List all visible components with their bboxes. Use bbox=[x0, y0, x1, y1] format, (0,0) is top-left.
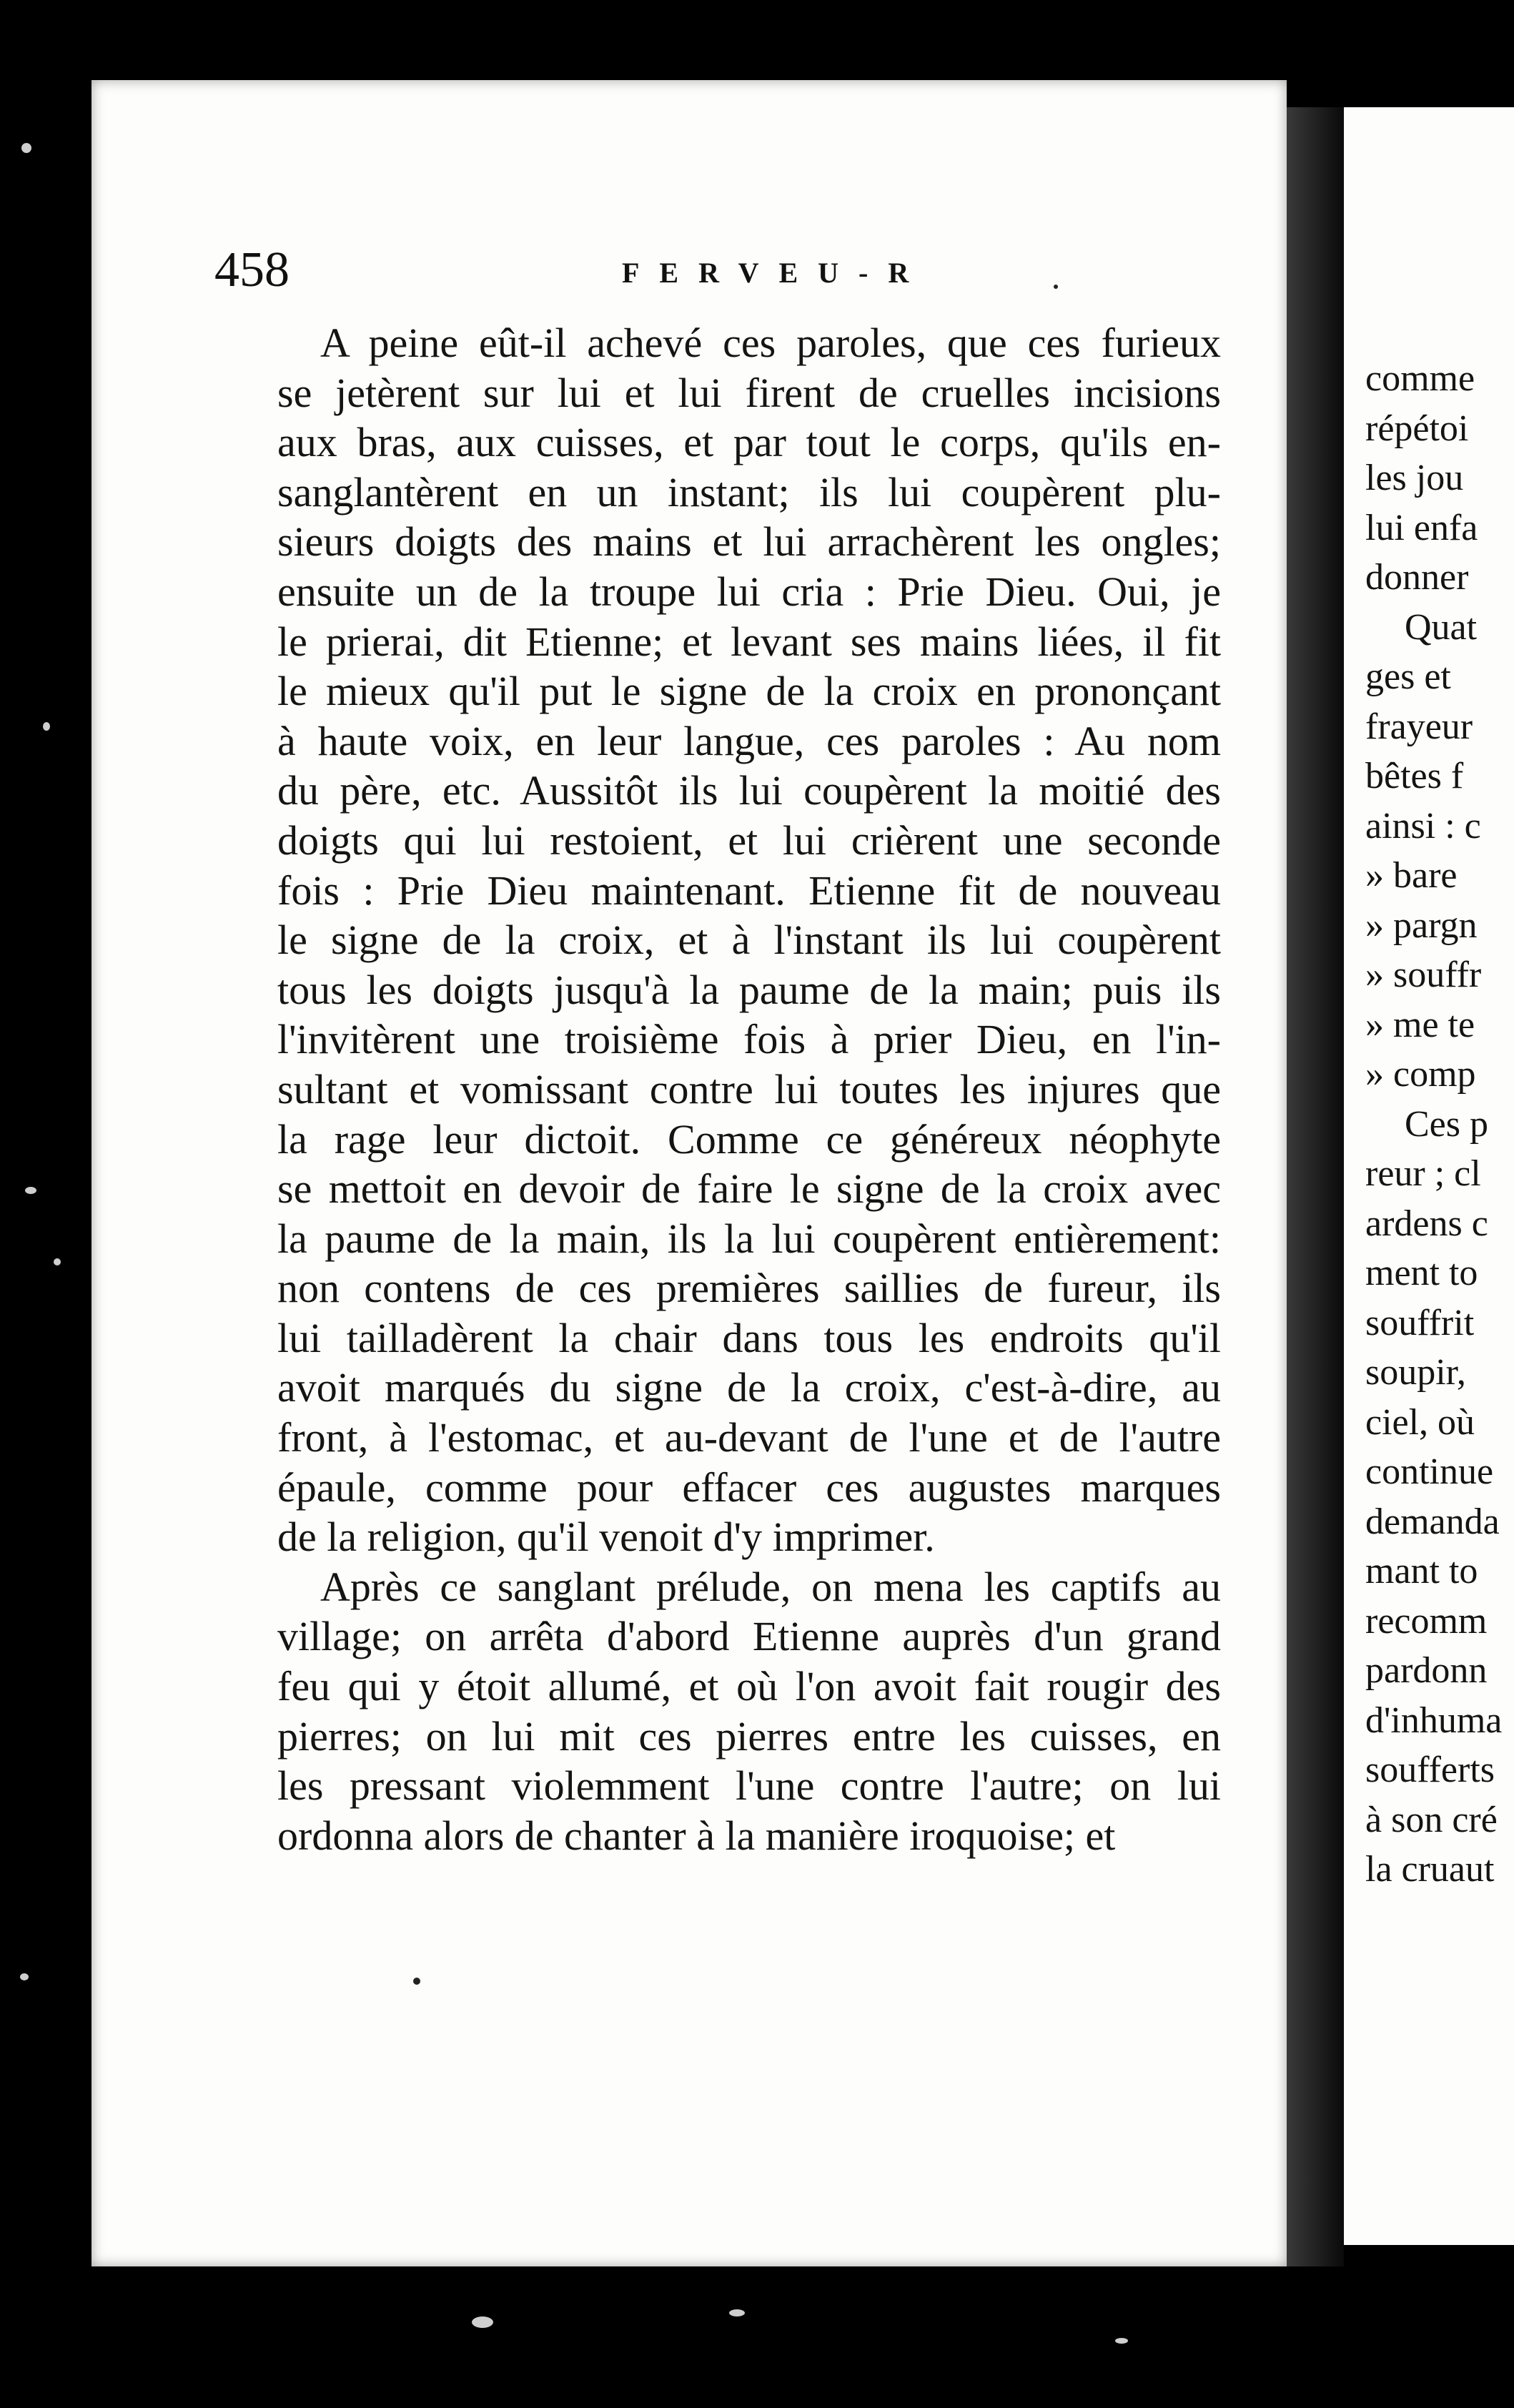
text-line: Quat bbox=[1405, 606, 1478, 648]
book-gutter bbox=[1287, 107, 1344, 2266]
text-line: la paume de la main, ils la lui coupèrent entièrement: bbox=[277, 1215, 1221, 1262]
page-number: 458 bbox=[214, 242, 290, 297]
text-line: du père, etc. Aussitôt ils lui coupèrent la moitié des bbox=[277, 767, 1221, 814]
page-body-text bbox=[277, 318, 1221, 1860]
text-line: doigts qui lui restoient, et lui crièrent une seconde bbox=[277, 816, 1221, 864]
text-line: la rage leur dictoit. Comme ce généreux néophyte bbox=[277, 1115, 1221, 1163]
text-line: » me te bbox=[1365, 1004, 1475, 1045]
text-line: se jetèrent sur lui et lui firent de cruelles incisions bbox=[277, 369, 1221, 416]
scan-speck bbox=[25, 1187, 36, 1194]
text-line: frayeur bbox=[1365, 706, 1473, 747]
text-line: ciel, où bbox=[1365, 1401, 1475, 1443]
text-line: aux bras, aux cuisses, et par tout le corps, qu'ils en- bbox=[277, 419, 1221, 466]
text-line: les pressant violemment l'une contre l'autre; on lui bbox=[277, 1762, 1221, 1810]
scan-speck bbox=[43, 722, 50, 731]
text-line: la cruaut bbox=[1365, 1849, 1495, 1890]
text-line: ardens c bbox=[1365, 1203, 1488, 1244]
text-line: demanda bbox=[1365, 1501, 1500, 1542]
text-line: Ces p bbox=[1405, 1103, 1488, 1145]
text-line: sieurs doigts des mains et lui arrachèrent les ongles; bbox=[277, 518, 1221, 566]
text-line: à haute voix, en leur langue, ces paroles : Au nom bbox=[277, 717, 1221, 764]
text-line: sultant et vomissant contre lui toutes les injures que bbox=[277, 1065, 1221, 1112]
text-line: ment to bbox=[1365, 1253, 1478, 1293]
text-line: souffrit bbox=[1365, 1302, 1475, 1343]
text-line: de la religion, qu'il venoit d'y imprimer. bbox=[277, 1514, 935, 1561]
scan-speck bbox=[1115, 2338, 1128, 2344]
text-line: donner bbox=[1365, 557, 1469, 598]
text-line: le mieux qu'il put le signe de la croix en prononçant bbox=[277, 668, 1221, 715]
text-line: pierres; on lui mit ces pierres entre les cuisses, en bbox=[277, 1712, 1221, 1760]
scan-speck bbox=[21, 143, 31, 153]
scan-speck bbox=[54, 1258, 61, 1265]
right-page-text bbox=[1365, 354, 1502, 1895]
stray-ink-dot bbox=[413, 1978, 420, 1985]
text-line: village; on arrêta d'abord Etienne auprès d'un grand bbox=[277, 1613, 1221, 1660]
paragraph bbox=[277, 1562, 1221, 1861]
text-line: l'invitèrent une troisième fois à prier Dieu, en l'in- bbox=[277, 1016, 1221, 1063]
text-line: les jou bbox=[1365, 458, 1464, 498]
text-line: le signe de la croix, et à l'instant ils lui coupèrent bbox=[277, 917, 1221, 964]
text-line: » comp bbox=[1365, 1054, 1476, 1095]
text-line: » pargn bbox=[1365, 904, 1478, 946]
text-line: ordonna alors de chanter à la manière iroquoise; et bbox=[277, 1812, 1116, 1859]
running-head-title: FERVEU-R bbox=[622, 257, 929, 289]
text-line: comme bbox=[1365, 358, 1475, 399]
text-line: le prierai, dit Etienne; et levant ses mains liées, il fit bbox=[277, 618, 1221, 665]
text-line: feu qui y étoit allumé, et où l'on avoit fait rougir des bbox=[277, 1663, 1221, 1710]
scan-speck bbox=[472, 2316, 493, 2328]
right-page-partial bbox=[1344, 107, 1514, 2245]
scan-speck bbox=[20, 1973, 29, 1980]
text-line: reur ; cl bbox=[1365, 1153, 1481, 1194]
text-line: A peine eût-il achevé ces paroles, que ces furieux bbox=[320, 320, 1221, 366]
text-line: sanglantèrent en un instant; ils lui coupèrent plu- bbox=[277, 468, 1221, 515]
text-line: tous les doigts jusqu'à la paume de la main; puis ils bbox=[277, 966, 1221, 1013]
running-head bbox=[214, 163, 1144, 297]
text-line: ainsi : c bbox=[1365, 805, 1481, 847]
text-line: soufferts bbox=[1365, 1750, 1495, 1790]
text-line: non contens de ces premières saillies de fureur, ils bbox=[277, 1265, 1221, 1312]
text-line: front, à l'estomac, et au-devant de l'une et de l'autre bbox=[277, 1414, 1221, 1461]
text-line: recomm bbox=[1365, 1600, 1488, 1642]
text-line: lui enfa bbox=[1365, 507, 1478, 548]
text-line: répétoi bbox=[1365, 408, 1469, 449]
text-line: se mettoit en devoir de faire le signe de la croix avec bbox=[277, 1165, 1221, 1213]
text-line: » bare bbox=[1365, 855, 1458, 896]
text-line: épaule, comme pour effacer ces augustes marques bbox=[277, 1464, 1221, 1511]
text-line: ges et bbox=[1365, 656, 1451, 697]
text-line: à son cré bbox=[1365, 1799, 1498, 1840]
stray-ink-dot bbox=[1054, 285, 1058, 289]
text-line: continue bbox=[1365, 1451, 1494, 1492]
text-line: Après ce sanglant prélude, on mena les captifs au bbox=[320, 1563, 1221, 1610]
text-line: fois : Prie Dieu maintenant. Etienne fit de nouveau bbox=[277, 867, 1221, 914]
text-line: d'inhuma bbox=[1365, 1699, 1503, 1741]
text-line: » souffr bbox=[1365, 954, 1482, 995]
paragraph bbox=[277, 318, 1221, 1562]
text-line: ensuite un de la troupe lui cria : Prie Dieu. Oui, je bbox=[277, 568, 1221, 615]
text-line: mant to bbox=[1365, 1551, 1478, 1592]
text-line: avoit marqués du signe de la croix, c'est-à-dire, au bbox=[277, 1364, 1221, 1411]
text-line: pardonn bbox=[1365, 1650, 1488, 1691]
text-line: bêtes f bbox=[1365, 756, 1464, 796]
scan-speck bbox=[729, 2309, 745, 2316]
text-line: lui tailladèrent la chair dans tous les endroits qu'il bbox=[277, 1314, 1221, 1361]
text-line: soupir, bbox=[1365, 1352, 1466, 1393]
